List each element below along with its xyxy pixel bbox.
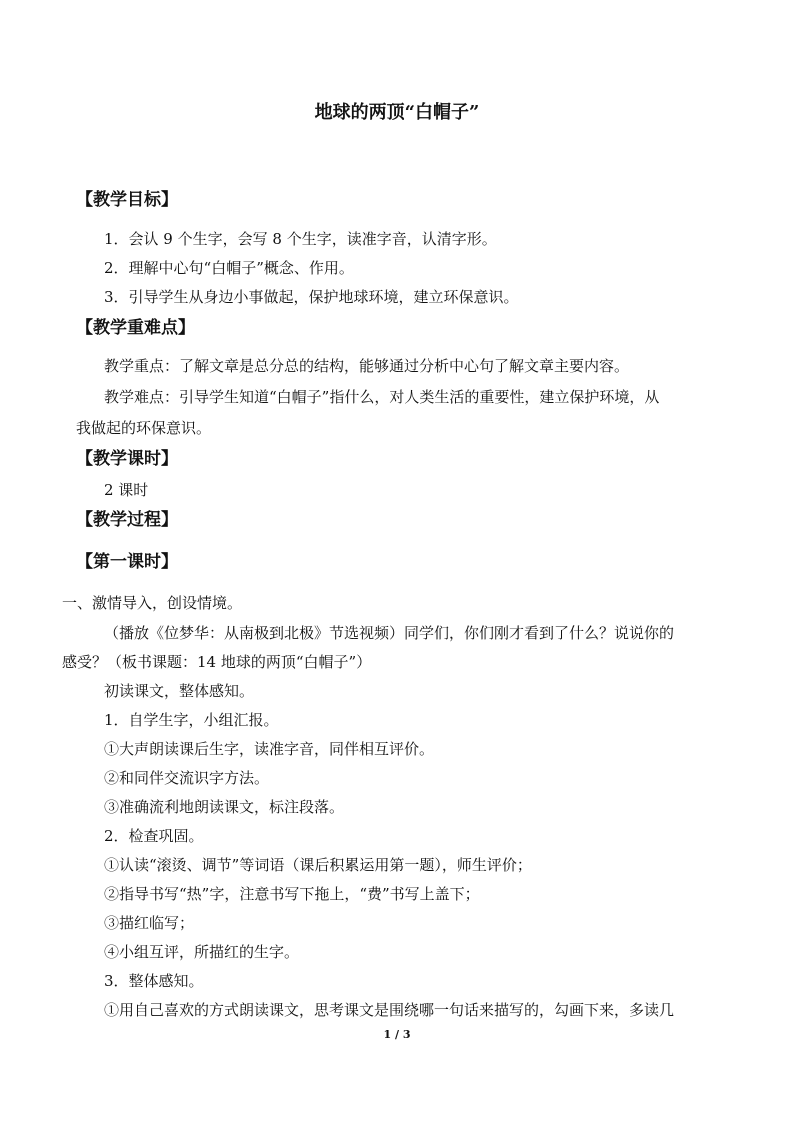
list-item: ②和同伴交流识字方法。	[104, 769, 270, 787]
list-item: ②指导书写“热”字，注意书写下拖上，“费”书写上盖下；	[104, 885, 480, 903]
keypoint-paragraph: 教学重点：了解文章是总分总的结构，能够通过分析中心句了解文章主要内容。	[104, 357, 630, 375]
difficulty-paragraph-line-1: 教学难点：引导学生知道“白帽子”指什么，对人类生活的重要性，建立保护环境，从	[104, 388, 660, 406]
list-item: 1．自学生字，小组汇报。	[104, 711, 279, 729]
step-paragraph-line-2: 感受？（板书课题：14 地球的两顶“白帽子”）	[62, 653, 372, 671]
page-number: 1 / 3	[383, 1028, 411, 1041]
list-item: 3．整体感知。	[104, 972, 204, 990]
list-item: ①认读“滚烫、调节”等词语（课后积累运用第一题），师生评价；	[104, 856, 532, 874]
list-item: ①大声朗读课后生字，读准字音，同伴相互评价。	[104, 740, 435, 758]
section-heading-process: 【教学过程】	[76, 510, 178, 530]
difficulty-paragraph-line-2: 我做起的环保意识。	[76, 419, 212, 437]
section-heading-hours: 【教学课时】	[76, 449, 178, 469]
goal-item-3: 3．引导学生从身边小事做起，保护地球环境，建立环保意识。	[104, 288, 519, 306]
step-heading-1: 一、激情导入，创设情境。	[62, 594, 243, 612]
section-heading-goals: 【教学目标】	[76, 190, 178, 210]
step-subheading: 初读课文，整体感知。	[104, 682, 255, 700]
list-item: ④小组互评，所描红的生字。	[104, 943, 300, 961]
document-title: 地球的两顶“白帽子”	[314, 102, 480, 123]
step-paragraph-line-1: （播放《位梦华：从南极到北极》节选视频）同学们，你们刚才看到了什么？说说你的	[104, 624, 675, 642]
section-heading-keypoints: 【教学重难点】	[76, 318, 195, 338]
list-item: 2．检查巩固。	[104, 827, 204, 845]
goal-item-2: 2．理解中心句“白帽子”概念、作用。	[104, 259, 354, 277]
list-item: ③准确流利地朗读课文，标注段落。	[104, 798, 345, 816]
list-item: ①用自己喜欢的方式朗读课文，思考课文是围绕哪一句话来描写的，勾画下来，多读几	[104, 1001, 675, 1019]
list-item: ③描红临写；	[104, 914, 195, 932]
section-heading-first-lesson: 【第一课时】	[76, 552, 178, 572]
hours-text: 2 课时	[104, 481, 149, 499]
goal-item-1: 1．会认 9 个生字，会写 8 个生字，读准字音，认清字形。	[104, 230, 497, 248]
